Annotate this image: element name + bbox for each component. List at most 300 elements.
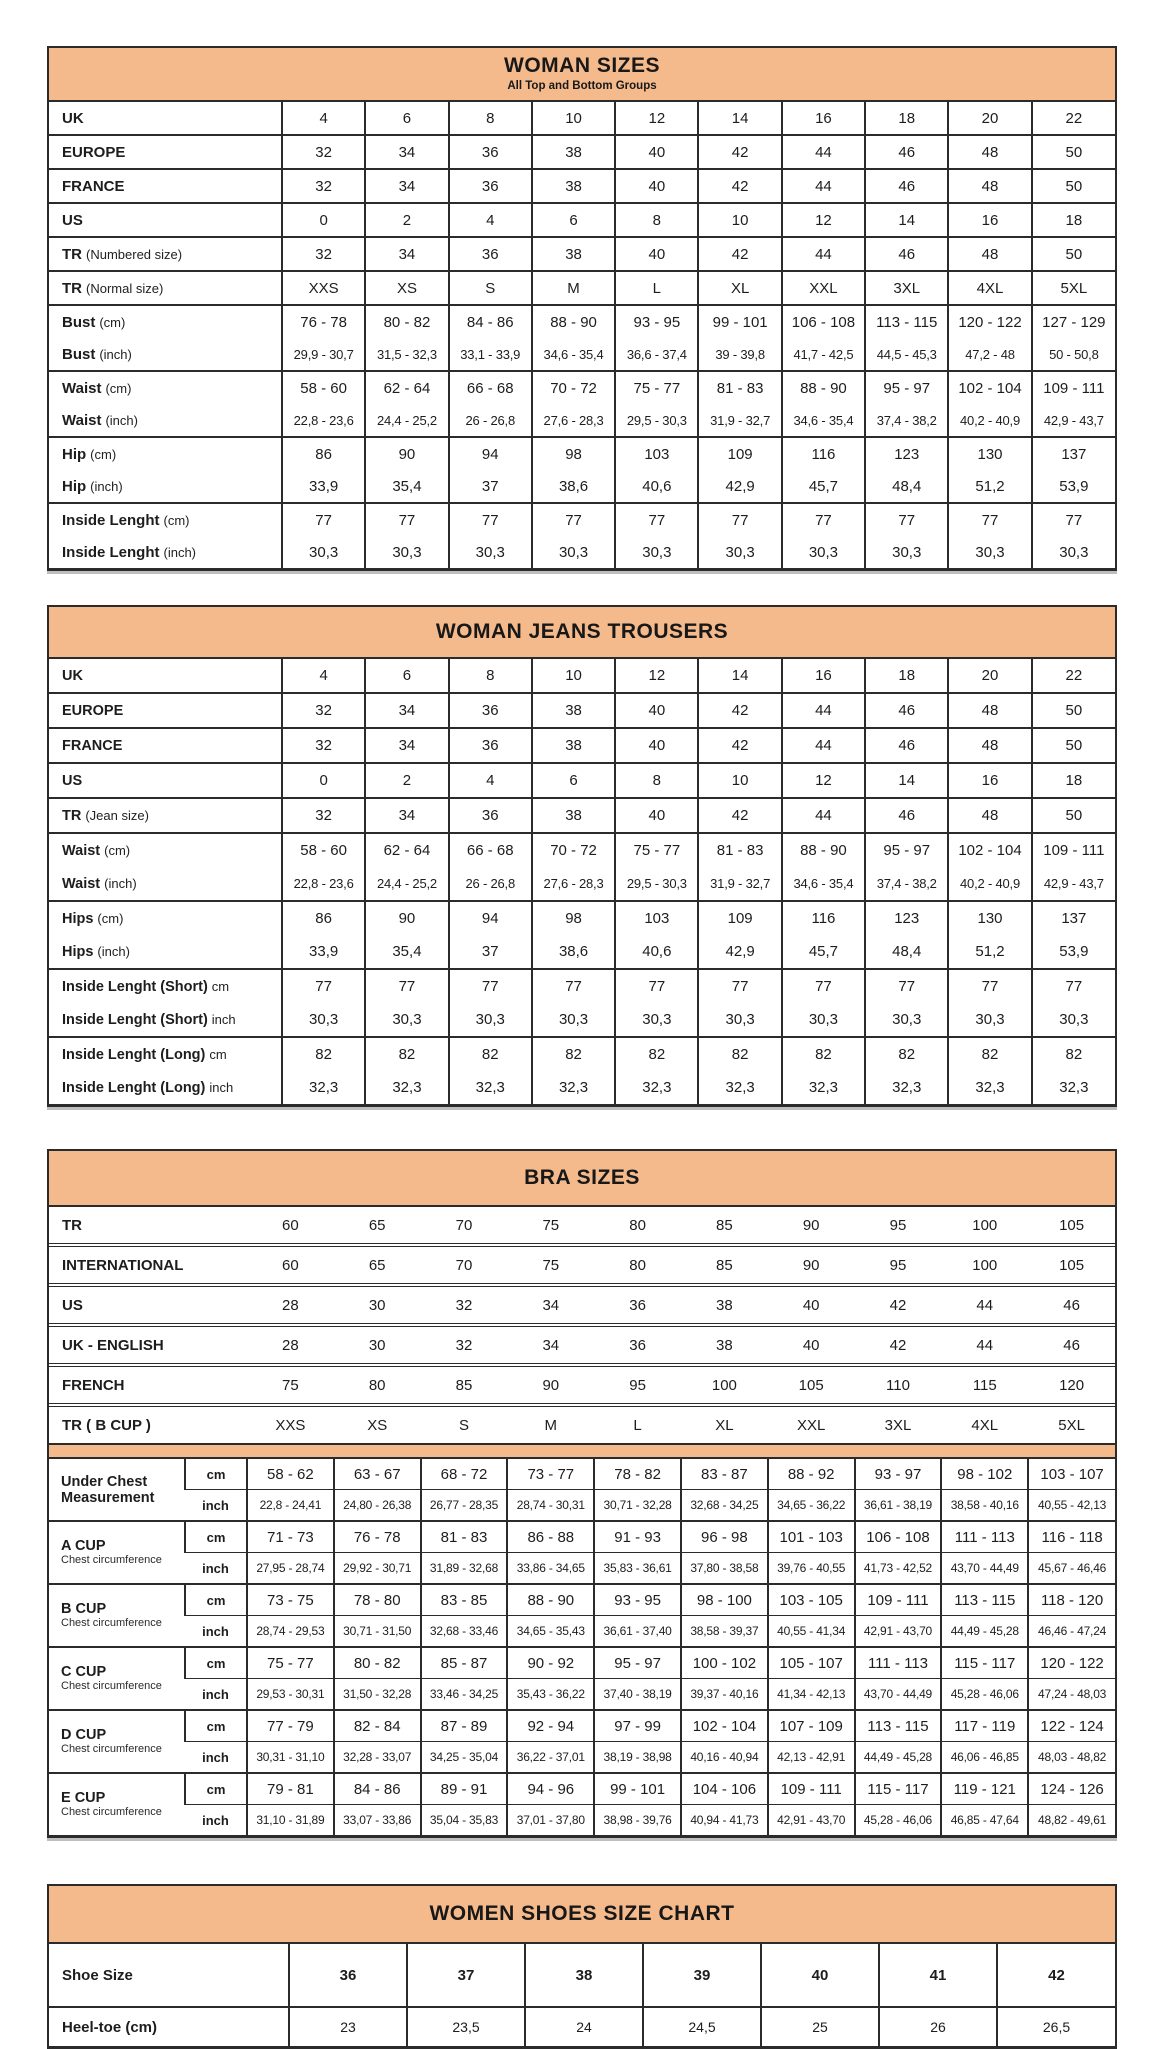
size-value-cell: 40,2 - 40,9 bbox=[948, 404, 1031, 437]
size-value-cell: 18 bbox=[1032, 203, 1115, 237]
unit-inch-label: inch bbox=[185, 1679, 247, 1711]
unit-cm-label: cm bbox=[185, 1584, 247, 1616]
size-value-cell: 46 bbox=[1028, 1285, 1115, 1325]
size-value-cell: 24,80 - 26,38 bbox=[334, 1490, 421, 1522]
size-value-cell: 16 bbox=[782, 102, 865, 135]
size-value-cell: 39 - 39,8 bbox=[698, 338, 781, 371]
table-row bbox=[49, 2007, 1115, 2046]
size-value-cell: 12 bbox=[782, 763, 865, 798]
size-value-cell: 38,19 - 38,98 bbox=[594, 1742, 681, 1774]
size-value-cell: 32,68 - 34,25 bbox=[681, 1490, 768, 1522]
size-value-cell: 37 bbox=[449, 935, 532, 969]
size-value-cell: 4 bbox=[282, 102, 365, 135]
size-value-cell: 28,74 - 30,31 bbox=[507, 1490, 594, 1522]
table-row bbox=[49, 833, 1115, 867]
size-value-cell: 80 bbox=[594, 1245, 681, 1285]
size-value-cell: 103 - 105 bbox=[768, 1584, 855, 1616]
size-value-cell: 32,3 bbox=[782, 1071, 865, 1104]
size-value-cell: 16 bbox=[948, 203, 1031, 237]
row-label-unit: (inch) bbox=[104, 875, 137, 891]
table-row bbox=[49, 1285, 1115, 1325]
row-label-unit: (inch) bbox=[163, 544, 197, 560]
size-value-cell: 77 bbox=[615, 969, 698, 1003]
size-value-cell: 40,2 - 40,9 bbox=[948, 867, 1031, 901]
size-value-cell: 103 bbox=[615, 901, 698, 935]
orange-divider-strip bbox=[49, 1443, 1115, 1459]
size-value-cell: 23,5 bbox=[407, 2007, 525, 2046]
size-value-cell: 109 bbox=[698, 901, 781, 935]
size-value-cell: 28 bbox=[247, 1285, 334, 1325]
row-label bbox=[49, 102, 282, 135]
size-value-cell: 43,70 - 44,49 bbox=[941, 1553, 1028, 1585]
size-value-cell: 36 bbox=[289, 1944, 407, 2007]
size-value-cell: 30,3 bbox=[449, 1003, 532, 1037]
table-row bbox=[49, 1459, 1115, 1490]
size-value-cell: 34,6 - 35,4 bbox=[782, 867, 865, 901]
size-value-cell: 109 bbox=[698, 437, 781, 470]
row-label-unit: (cm) bbox=[97, 910, 124, 926]
size-value-cell: 48 bbox=[948, 798, 1031, 833]
size-value-cell: 50 bbox=[1032, 237, 1115, 271]
size-value-cell: S bbox=[449, 271, 532, 305]
size-value-cell: 4 bbox=[449, 763, 532, 798]
row-label-main: Inside Lenght (Short) bbox=[62, 978, 208, 995]
table-row bbox=[49, 1616, 1115, 1648]
size-value-cell: 40,6 bbox=[615, 470, 698, 503]
size-value-cell: 35,43 - 36,22 bbox=[507, 1679, 594, 1711]
size-value-cell: 80 bbox=[629, 1216, 646, 1234]
cup-label-sub: Chest circumference bbox=[61, 1680, 162, 1692]
size-value-cell: 40 bbox=[768, 1325, 855, 1365]
row-label bbox=[49, 437, 282, 470]
size-value-cell: 31,5 - 32,3 bbox=[365, 338, 448, 371]
size-value-cell: 30,3 bbox=[865, 536, 948, 568]
cup-label bbox=[49, 1459, 185, 1521]
size-value-cell: 77 bbox=[449, 503, 532, 536]
size-value-cell: 63 - 67 bbox=[334, 1459, 421, 1490]
row-label bbox=[49, 798, 282, 833]
row-label bbox=[49, 728, 282, 763]
row-label bbox=[49, 203, 282, 237]
size-value-cell: 109 - 111 bbox=[768, 1773, 855, 1805]
size-value-cell: 100 bbox=[972, 1216, 998, 1234]
size-value-cell: 40 bbox=[761, 1944, 879, 2007]
size-value-cell: 109 - 111 bbox=[1032, 833, 1115, 867]
size-value-cell: 30,71 - 31,50 bbox=[334, 1616, 421, 1648]
size-value-cell: 42 bbox=[855, 1285, 942, 1325]
size-value-cell: 77 bbox=[782, 503, 865, 536]
size-value-cell: 22 bbox=[1032, 659, 1115, 693]
table-row bbox=[49, 798, 1115, 833]
size-value-cell: 48 bbox=[948, 135, 1031, 169]
size-value-cell: 10 bbox=[698, 763, 781, 798]
size-value-cell: 50 bbox=[1032, 169, 1115, 203]
bra-sizes-title: BRA SIZES bbox=[524, 1166, 640, 1189]
size-value-cell: 130 bbox=[948, 437, 1031, 470]
row-label bbox=[49, 867, 282, 901]
size-value-cell: XXS bbox=[247, 1405, 334, 1443]
size-value-cell: 14 bbox=[865, 203, 948, 237]
woman-sizes-grid bbox=[49, 102, 1115, 568]
size-value-cell: 103 - 107 bbox=[1028, 1459, 1115, 1490]
row-label-main: Bust bbox=[62, 313, 96, 331]
cup-label bbox=[49, 1521, 185, 1584]
size-value-cell: 70 - 72 bbox=[532, 833, 615, 867]
row-label: TR bbox=[62, 1216, 82, 1234]
size-value-cell: 26 bbox=[879, 2007, 997, 2046]
size-value-cell: 28,74 - 29,53 bbox=[247, 1616, 334, 1648]
size-value-cell: 82 bbox=[948, 1037, 1031, 1071]
women-shoes-title: WOMEN SHOES SIZE CHART bbox=[429, 1902, 735, 1925]
table-row bbox=[49, 271, 1115, 305]
size-value-cell: 113 - 115 bbox=[855, 1710, 942, 1742]
size-value-cell: 16 bbox=[782, 659, 865, 693]
size-value-cell: 83 - 85 bbox=[421, 1584, 508, 1616]
size-value-cell: 95 bbox=[594, 1365, 681, 1405]
row-label-main: EUROPE bbox=[62, 143, 126, 161]
size-value-cell: 29,9 - 30,7 bbox=[282, 338, 365, 371]
size-value-cell: 36,61 - 38,19 bbox=[855, 1490, 942, 1522]
size-value-cell: 113 - 115 bbox=[865, 305, 948, 338]
size-value-cell: 20 bbox=[948, 659, 1031, 693]
size-value-cell: 37,4 - 38,2 bbox=[865, 404, 948, 437]
size-value-cell: 70 bbox=[421, 1245, 508, 1285]
row-label bbox=[49, 169, 282, 203]
bra-cup-grid bbox=[49, 1459, 1115, 1835]
size-value-cell: 6 bbox=[365, 659, 448, 693]
table-row bbox=[49, 1207, 1115, 1245]
size-value-cell: 102 - 104 bbox=[948, 833, 1031, 867]
size-value-cell: 44 bbox=[782, 693, 865, 728]
size-value-cell: 42 bbox=[698, 798, 781, 833]
size-value-cell: 32 bbox=[421, 1325, 508, 1365]
size-value-cell: 34 bbox=[365, 693, 448, 728]
unit-cm-label: cm bbox=[185, 1773, 247, 1805]
size-value-cell: 37 bbox=[407, 1944, 525, 2007]
row-label-main: TR bbox=[62, 245, 82, 263]
size-value-cell: 85 - 87 bbox=[421, 1647, 508, 1679]
table-row bbox=[49, 1584, 1115, 1616]
size-value-cell: 30,3 bbox=[282, 536, 365, 568]
size-value-cell: 48 bbox=[948, 237, 1031, 271]
size-value-cell: 82 bbox=[1032, 1037, 1115, 1071]
row-label-unit: (cm) bbox=[90, 446, 117, 462]
table-row bbox=[49, 1944, 1115, 2007]
size-value-cell: M bbox=[532, 271, 615, 305]
row-label bbox=[49, 693, 282, 728]
size-value-cell: 66 - 68 bbox=[449, 833, 532, 867]
size-value-cell: 43,70 - 44,49 bbox=[855, 1679, 942, 1711]
bra-sizes-header bbox=[49, 1151, 1115, 1207]
size-value-cell: 14 bbox=[698, 102, 781, 135]
row-label bbox=[49, 763, 282, 798]
size-value-cell: 81 - 83 bbox=[698, 833, 781, 867]
table-row bbox=[49, 1245, 1115, 1285]
size-value-cell: 38 bbox=[532, 237, 615, 271]
size-value-cell: 22,8 - 23,6 bbox=[282, 404, 365, 437]
size-value-cell: 100 bbox=[681, 1365, 768, 1405]
size-value-cell: 32,3 bbox=[449, 1071, 532, 1104]
size-value-cell: 34,25 - 35,04 bbox=[421, 1742, 508, 1774]
size-value-cell: 33,46 - 34,25 bbox=[421, 1679, 508, 1711]
size-value-cell: 82 bbox=[282, 1037, 365, 1071]
table-row bbox=[49, 338, 1115, 371]
size-value-cell: 30,3 bbox=[698, 536, 781, 568]
size-value-cell: 116 - 118 bbox=[1028, 1521, 1115, 1553]
size-value-cell: 33,07 - 33,86 bbox=[334, 1805, 421, 1836]
size-value-cell: 31,9 - 32,7 bbox=[698, 404, 781, 437]
row-label-main: Waist bbox=[62, 875, 101, 892]
size-value-cell: 100 - 102 bbox=[681, 1647, 768, 1679]
cup-label bbox=[49, 1710, 185, 1773]
size-value-cell: 95 bbox=[889, 1216, 907, 1234]
size-value-cell: 26,77 - 28,35 bbox=[421, 1490, 508, 1522]
size-value-cell: 44 bbox=[941, 1325, 1028, 1365]
size-value-cell: 36 bbox=[449, 693, 532, 728]
cup-label-sub: Chest circumference bbox=[61, 1743, 162, 1755]
size-value-cell: 75 bbox=[247, 1365, 334, 1405]
size-value-cell: 51,2 bbox=[948, 935, 1031, 969]
row-label-unit: cm bbox=[211, 978, 230, 994]
row-label-unit: cm bbox=[209, 1046, 227, 1062]
size-value-cell: 34,6 - 35,4 bbox=[532, 338, 615, 371]
size-value-cell: 36 bbox=[449, 237, 532, 271]
size-value-cell: 34,65 - 35,43 bbox=[507, 1616, 594, 1648]
size-value-cell: 77 bbox=[865, 969, 948, 1003]
size-value-cell: 42 bbox=[698, 237, 781, 271]
women-shoes-grid bbox=[49, 1944, 1115, 2046]
size-value-cell: 25 bbox=[761, 2007, 879, 2046]
size-value-cell: 111 - 113 bbox=[855, 1647, 942, 1679]
size-value-cell: 77 bbox=[532, 503, 615, 536]
cup-label-sub: Chest circumference bbox=[61, 1617, 162, 1629]
size-value-cell: 77 bbox=[449, 969, 532, 1003]
size-value-cell: 82 bbox=[782, 1037, 865, 1071]
size-value-cell: 30,3 bbox=[948, 1003, 1031, 1037]
row-label bbox=[49, 305, 282, 338]
row-label-unit: (cm) bbox=[163, 512, 190, 528]
size-value-cell: 40,16 - 40,94 bbox=[681, 1742, 768, 1774]
size-value-cell: 8 bbox=[449, 659, 532, 693]
size-value-cell: 40 bbox=[615, 728, 698, 763]
size-value-cell: 26 - 26,8 bbox=[449, 867, 532, 901]
size-value-cell: 36,6 - 37,4 bbox=[615, 338, 698, 371]
size-value-cell: 44 bbox=[782, 135, 865, 169]
size-value-cell: 37 bbox=[449, 470, 532, 503]
size-value-cell: 18 bbox=[865, 659, 948, 693]
size-value-cell: 42 bbox=[855, 1325, 942, 1365]
size-value-cell: 46 bbox=[865, 135, 948, 169]
size-value-cell: 32 bbox=[282, 798, 365, 833]
size-value-cell: 98 - 102 bbox=[941, 1459, 1028, 1490]
size-value-cell: 32,3 bbox=[365, 1071, 448, 1104]
size-value-cell: 37,01 - 37,80 bbox=[507, 1805, 594, 1836]
size-value-cell: 45,28 - 46,06 bbox=[941, 1679, 1028, 1711]
size-value-cell: 60 bbox=[282, 1216, 299, 1234]
size-value-cell: 32,3 bbox=[282, 1071, 365, 1104]
woman-jeans-header bbox=[49, 607, 1115, 659]
size-value-cell: 42 bbox=[997, 1944, 1115, 2007]
size-value-cell: 39,37 - 40,16 bbox=[681, 1679, 768, 1711]
size-value-cell: 106 - 108 bbox=[855, 1521, 942, 1553]
size-value-cell: 34 bbox=[507, 1285, 594, 1325]
table-row bbox=[49, 1553, 1115, 1585]
size-value-cell: 34,65 - 36,22 bbox=[768, 1490, 855, 1522]
size-value-cell: 103 bbox=[615, 437, 698, 470]
size-value-cell: 77 bbox=[948, 503, 1031, 536]
table-row bbox=[49, 237, 1115, 271]
size-value-cell: 86 bbox=[282, 437, 365, 470]
size-value-cell: 116 bbox=[782, 437, 865, 470]
table-row bbox=[49, 503, 1115, 536]
unit-inch-label: inch bbox=[185, 1553, 247, 1585]
table-row bbox=[49, 203, 1115, 237]
size-value-cell: 38,58 - 40,16 bbox=[941, 1490, 1028, 1522]
size-value-cell: 58 - 60 bbox=[282, 371, 365, 404]
size-value-cell: 8 bbox=[449, 102, 532, 135]
size-value-cell: 40 bbox=[615, 798, 698, 833]
size-value-cell: 46,85 - 47,64 bbox=[941, 1805, 1028, 1836]
row-label-main: Hips bbox=[62, 910, 94, 927]
table-row bbox=[49, 1647, 1115, 1679]
size-value-cell: 77 bbox=[948, 969, 1031, 1003]
woman-jeans-grid bbox=[49, 659, 1115, 1104]
size-value-cell: 34 bbox=[365, 798, 448, 833]
size-value-cell: 65 bbox=[368, 1216, 386, 1234]
size-value-cell: 45,67 - 46,46 bbox=[1028, 1553, 1115, 1585]
table-row bbox=[49, 1773, 1115, 1805]
size-value-cell: 73 - 75 bbox=[247, 1584, 334, 1616]
size-value-cell: 40,6 bbox=[615, 935, 698, 969]
size-value-cell: 130 bbox=[948, 901, 1031, 935]
size-value-cell: 50 bbox=[1032, 798, 1115, 833]
row-label-main: Inside Lenght bbox=[62, 543, 160, 561]
size-value-cell: 34 bbox=[365, 728, 448, 763]
size-value-cell: 38,6 bbox=[532, 470, 615, 503]
woman-sizes-title: WOMAN SIZES bbox=[504, 54, 660, 77]
size-value-cell: 2 bbox=[365, 763, 448, 798]
cup-label-line1: E CUP bbox=[61, 1790, 106, 1806]
row-label bbox=[49, 833, 282, 867]
woman-sizes-table bbox=[47, 46, 1117, 571]
size-value-cell: 33,86 - 34,65 bbox=[507, 1553, 594, 1585]
size-value-cell: 78 - 80 bbox=[334, 1584, 421, 1616]
cup-label-line1: C CUP bbox=[61, 1664, 107, 1680]
size-value-cell: 76 - 78 bbox=[282, 305, 365, 338]
size-value-cell: 31,10 - 31,89 bbox=[247, 1805, 334, 1836]
row-label-main: UK bbox=[62, 109, 84, 127]
woman-sizes-header bbox=[49, 48, 1115, 102]
row-label-main: Inside Lenght bbox=[62, 511, 160, 529]
row-label-main: TR bbox=[62, 279, 82, 297]
size-value-cell: 98 bbox=[532, 437, 615, 470]
size-value-cell: 65 bbox=[334, 1245, 421, 1285]
row-label bbox=[49, 135, 282, 169]
size-value-cell: 46 bbox=[865, 237, 948, 271]
size-value-cell: 30,3 bbox=[532, 1003, 615, 1037]
size-value-cell: 137 bbox=[1032, 437, 1115, 470]
size-value-cell: 90 bbox=[768, 1245, 855, 1285]
size-value-cell: 8 bbox=[615, 203, 698, 237]
table-row bbox=[49, 1003, 1115, 1037]
size-value-cell: 62 - 64 bbox=[365, 833, 448, 867]
size-value-cell: 30,3 bbox=[698, 1003, 781, 1037]
row-label-unit: (cm) bbox=[105, 380, 132, 396]
size-value-cell: 116 bbox=[782, 901, 865, 935]
row-label bbox=[49, 1071, 282, 1104]
size-value-cell: 137 bbox=[1032, 901, 1115, 935]
table-row bbox=[49, 693, 1115, 728]
size-value-cell: 68 - 72 bbox=[421, 1459, 508, 1490]
row-label-unit: (Numbered size) bbox=[86, 246, 183, 262]
size-value-cell: 30 bbox=[334, 1285, 421, 1325]
size-value-cell: 44 bbox=[782, 728, 865, 763]
size-value-cell: 48 bbox=[948, 169, 1031, 203]
size-value-cell: 83 - 87 bbox=[681, 1459, 768, 1490]
size-value-cell: XXS bbox=[282, 271, 365, 305]
size-value-cell: 75 bbox=[542, 1216, 560, 1234]
size-value-cell: 94 - 96 bbox=[507, 1773, 594, 1805]
size-value-cell: 0 bbox=[282, 763, 365, 798]
row-label bbox=[49, 404, 282, 437]
size-value-cell: 30,3 bbox=[365, 1003, 448, 1037]
size-value-cell: 32 bbox=[282, 728, 365, 763]
table-row bbox=[49, 1365, 1115, 1405]
size-value-cell: 35,04 - 35,83 bbox=[421, 1805, 508, 1836]
size-value-cell: 58 - 62 bbox=[247, 1459, 334, 1490]
size-value-cell: 10 bbox=[532, 102, 615, 135]
row-label-unit: (Jean size) bbox=[85, 807, 149, 823]
size-value-cell: 50 - 50,8 bbox=[1032, 338, 1115, 371]
size-value-cell: 82 bbox=[449, 1037, 532, 1071]
size-value-cell: 80 - 82 bbox=[365, 305, 448, 338]
size-value-cell: 38 bbox=[532, 798, 615, 833]
size-value-cell: 34,6 - 35,4 bbox=[782, 404, 865, 437]
size-value-cell: 75 - 77 bbox=[615, 371, 698, 404]
size-value-cell: 32,68 - 33,46 bbox=[421, 1616, 508, 1648]
size-value-cell: 38,58 - 39,37 bbox=[681, 1616, 768, 1648]
size-value-cell: 14 bbox=[865, 763, 948, 798]
size-value-cell: 32 bbox=[421, 1285, 508, 1325]
size-value-cell: 46 bbox=[865, 728, 948, 763]
row-label bbox=[49, 901, 282, 935]
row-label-main: Inside Lenght (Long) bbox=[62, 1046, 206, 1063]
cup-label-line1: B CUP bbox=[61, 1601, 107, 1617]
row-label bbox=[49, 503, 282, 536]
size-value-cell: 106 - 108 bbox=[782, 305, 865, 338]
size-value-cell: 30,3 bbox=[782, 536, 865, 568]
size-value-cell: 14 bbox=[698, 659, 781, 693]
size-value-cell: 29,92 - 30,71 bbox=[334, 1553, 421, 1585]
row-label bbox=[49, 338, 282, 371]
size-value-cell: 82 bbox=[532, 1037, 615, 1071]
size-value-cell: 29,53 - 30,31 bbox=[247, 1679, 334, 1711]
size-value-cell: 24,4 - 25,2 bbox=[365, 867, 448, 901]
size-value-cell: 32,3 bbox=[1032, 1071, 1115, 1104]
row-label-main: Waist bbox=[62, 379, 102, 397]
table-row bbox=[49, 1405, 1115, 1443]
size-value-cell: 107 - 109 bbox=[768, 1710, 855, 1742]
size-value-cell: 41,34 - 42,13 bbox=[768, 1679, 855, 1711]
size-value-cell: 4 bbox=[449, 203, 532, 237]
size-value-cell: 90 bbox=[802, 1216, 820, 1234]
size-value-cell: 3XL bbox=[865, 271, 948, 305]
size-value-cell: 42 bbox=[698, 693, 781, 728]
table-row bbox=[49, 1490, 1115, 1522]
size-value-cell: 86 - 88 bbox=[507, 1521, 594, 1553]
size-value-cell: 3XL bbox=[855, 1405, 942, 1443]
size-value-cell: 4XL bbox=[948, 271, 1031, 305]
